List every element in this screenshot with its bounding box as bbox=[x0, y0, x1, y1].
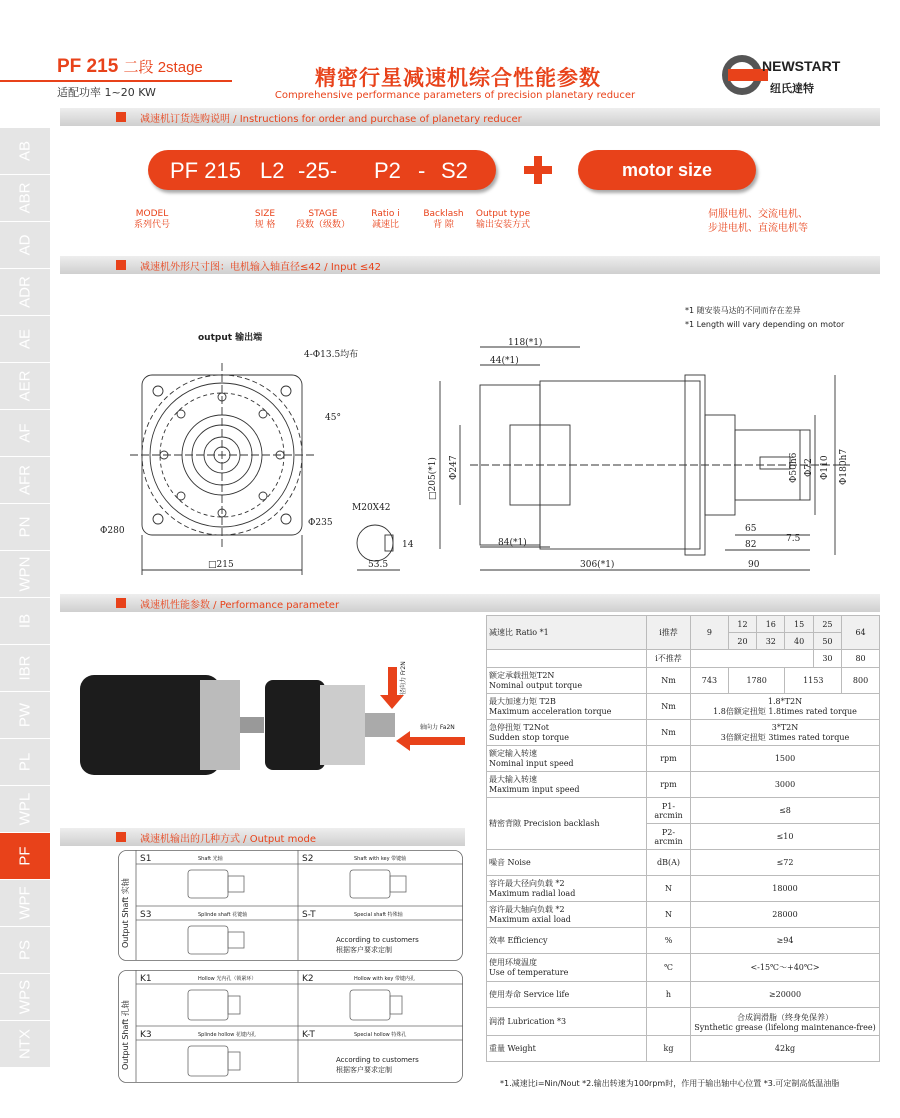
tab-wpn[interactable] bbox=[0, 551, 50, 598]
svg-text:S2: S2 bbox=[302, 854, 314, 864]
svg-text:118(*1): 118(*1) bbox=[508, 338, 543, 348]
svg-text:Φ235: Φ235 bbox=[308, 518, 333, 528]
tab-pf[interactable] bbox=[0, 833, 50, 880]
label-output-type: Output type 输出安装方式 bbox=[475, 209, 531, 230]
tab-label: PN bbox=[16, 516, 34, 538]
tab-label: AE bbox=[16, 328, 34, 350]
tab-label: ADR bbox=[16, 276, 34, 308]
tab-label: PL bbox=[16, 752, 34, 772]
tab-label: AFR bbox=[16, 465, 34, 495]
note-en: *1 Length will vary depending on motor bbox=[685, 320, 845, 329]
page-title: 精密行星减速机综合性能参数 bbox=[315, 66, 601, 90]
svg-text:根据客户要求定制: 根据客户要求定制 bbox=[336, 1066, 392, 1074]
svg-text:Splinde shaft 花键轴: Splinde shaft 花键轴 bbox=[198, 912, 248, 918]
svg-text:Φ180h7: Φ180h7 bbox=[839, 448, 849, 485]
svg-text:82: 82 bbox=[745, 540, 757, 550]
tab-label: IB bbox=[16, 613, 34, 629]
svg-text:Output Shaft 实轴: Output Shaft 实轴 bbox=[121, 878, 130, 948]
tab-ibr[interactable] bbox=[0, 645, 50, 692]
tab-label: IBR bbox=[16, 655, 34, 681]
svg-text:Output Shaft 孔轴: Output Shaft 孔轴 bbox=[121, 1000, 130, 1070]
svg-text:轴向力 Fa2N: 轴向力 Fa2N bbox=[420, 724, 455, 731]
tab-label: PW bbox=[16, 702, 34, 728]
svg-text:Hollow 光内孔（锁紧环）: Hollow 光内孔（锁紧环） bbox=[198, 976, 257, 982]
tab-adr[interactable] bbox=[0, 269, 50, 316]
tab-aer[interactable] bbox=[0, 363, 50, 410]
svg-text:Hollow with key 带键内孔: Hollow with key 带键内孔 bbox=[354, 976, 415, 982]
tab-pn[interactable] bbox=[0, 504, 50, 551]
svg-text:Splinde hollow 花键内孔: Splinde hollow 花键内孔 bbox=[198, 1032, 256, 1038]
svg-text:4-Φ13.5均布: 4-Φ13.5均布 bbox=[304, 350, 359, 360]
tab-label: WPS bbox=[16, 979, 34, 1015]
svg-text:Φ280: Φ280 bbox=[100, 526, 125, 536]
tab-wpf[interactable] bbox=[0, 880, 50, 927]
svg-text:According to customers: According to customers bbox=[336, 1056, 419, 1064]
tab-pl[interactable] bbox=[0, 739, 50, 786]
motor-size-pill: motor size bbox=[578, 150, 756, 190]
tab-ae[interactable] bbox=[0, 316, 50, 363]
tab-label: PS bbox=[16, 939, 34, 961]
svg-text:Φ247: Φ247 bbox=[449, 455, 459, 480]
svg-text:□215: □215 bbox=[208, 560, 234, 570]
label-size: SIZE 规 格 bbox=[254, 209, 276, 230]
performance-table: 减速比 Ratio *1 i推荐 9 12 16 15 25 64 20 32 40 50 i不推荐 30 80 额定承载扭矩T2N Nominal output torque Nm 743 1780 1153 800 最大加速力矩 T2B Maximum acceleration torque Nm 1.8*T2N 1.8倍额定扭矩 1.8times rated torque 急停扭矩 T2Not Sudden stop torque Nm 3*T2N 3倍额定扭矩 3times rated torque 额定输入转速 Nominal input speed rpm 1500 最大输入转速 Maximum input speed rpm 3000 精密背隙 Precision backlash P1-arcmin ≤8 P2-arcmin ≤10 噪音 Noise dB(A) ≤72 容许最大径向负载 *2 Maximum radial load N 18000 容许最大轴向负载 *2 Maximum axial load N 28000 效率 Efficiency % ≥94 使用环境温度 Use of temperature ℃ <-15℃～+40℃> 使用寿命 Service life h ≥20000 润滑 Lubrication *3 合成润滑脂（终身免保养） Synthetic grease (lifelong maintenance-free) 重量 Weight kg 42kg bbox=[486, 615, 880, 1062]
reducer-photo bbox=[60, 625, 480, 825]
section-performance: 减速机性能参数 / Performance parameter bbox=[60, 594, 880, 612]
tab-ps[interactable] bbox=[0, 927, 50, 974]
tab-label: ABR bbox=[16, 182, 34, 214]
svg-text:K1: K1 bbox=[140, 974, 152, 984]
svg-text:径向力 Fr2N: 径向力 Fr2N bbox=[400, 661, 407, 695]
tab-label: AD bbox=[16, 234, 34, 256]
tab-label: AF bbox=[16, 423, 34, 443]
model-title: PF 215 二段 2stage bbox=[57, 56, 203, 77]
svg-text:S3: S3 bbox=[140, 910, 152, 920]
svg-text:M20X42: M20X42 bbox=[352, 503, 391, 513]
svg-text:K-T: K-T bbox=[302, 1030, 315, 1040]
svg-text:K2: K2 bbox=[302, 974, 314, 984]
tab-label: WPL bbox=[16, 792, 34, 826]
svg-text:Shaft with key 带键轴: Shaft with key 带键轴 bbox=[354, 856, 407, 862]
tab-ntx[interactable] bbox=[0, 1021, 50, 1068]
svg-text:Φ50h6: Φ50h6 bbox=[789, 452, 799, 483]
svg-text:Φ72: Φ72 bbox=[804, 458, 814, 477]
label-stage: STAGE 段数（级数） bbox=[295, 209, 350, 230]
svg-text:53.5: 53.5 bbox=[368, 560, 389, 570]
svg-text:□205(*1): □205(*1) bbox=[428, 457, 438, 500]
svg-text:45°: 45° bbox=[325, 413, 341, 423]
tab-wpl[interactable] bbox=[0, 786, 50, 833]
label-model: MODEL 系列代号 bbox=[133, 209, 170, 230]
power-range: 适配功率 1~20 KW bbox=[57, 86, 156, 99]
note-cn: *1 随安装马达的不同而存在差异 bbox=[685, 306, 801, 315]
label-backlash: Backlash 背 隙 bbox=[423, 209, 464, 230]
motor-types: 伺服电机、交流电机、 步进电机、直流电机等 bbox=[708, 209, 808, 234]
tab-ab[interactable] bbox=[0, 128, 50, 175]
plus-icon-v bbox=[534, 156, 542, 184]
svg-text:44(*1): 44(*1) bbox=[490, 356, 519, 366]
tab-label: PF bbox=[16, 846, 34, 866]
section-dimensions: 减速机外形尺寸图：电机输入轴直径≤42 / Input ≤42 bbox=[60, 256, 880, 274]
section-output-mode: 减速机输出的几种方式 / Output mode bbox=[60, 828, 465, 846]
tab-label: WPN bbox=[16, 556, 34, 592]
svg-text:Shaft 光轴: Shaft 光轴 bbox=[198, 856, 223, 862]
svg-text:根据客户要求定制: 根据客户要求定制 bbox=[336, 946, 392, 954]
section-order: 减速机订货选购说明 / Instructions for order and purchase of planetary reducer bbox=[60, 108, 880, 126]
tab-abr[interactable] bbox=[0, 175, 50, 222]
tab-wps[interactable] bbox=[0, 974, 50, 1021]
svg-text:306(*1): 306(*1) bbox=[580, 560, 615, 570]
svg-text:K3: K3 bbox=[140, 1030, 152, 1040]
svg-text:14: 14 bbox=[402, 540, 414, 550]
tab-label: NTX bbox=[16, 1029, 34, 1059]
tab-label: WPF bbox=[16, 886, 34, 920]
page-subtitle: Comprehensive performance parameters of precision planetary reducer bbox=[274, 90, 636, 101]
tab-ib[interactable] bbox=[0, 598, 50, 645]
output-label: output 输出端 bbox=[198, 333, 263, 343]
svg-text:7.5: 7.5 bbox=[786, 534, 801, 544]
svg-text:S1: S1 bbox=[140, 854, 152, 864]
tab-ad[interactable] bbox=[0, 222, 50, 269]
tab-label: AB bbox=[16, 140, 34, 162]
series-tabs bbox=[0, 128, 50, 1076]
svg-text:65: 65 bbox=[745, 524, 757, 534]
svg-text:According to customers: According to customers bbox=[336, 936, 419, 944]
tab-label: AER bbox=[16, 370, 34, 402]
svg-text:84(*1): 84(*1) bbox=[498, 538, 527, 548]
svg-text:Special shaft 特殊轴: Special shaft 特殊轴 bbox=[354, 912, 403, 918]
svg-text:90: 90 bbox=[748, 560, 760, 570]
header-rule bbox=[0, 80, 232, 82]
output-mode-grid bbox=[118, 848, 463, 1084]
svg-text:S-T: S-T bbox=[302, 910, 316, 920]
tab-af[interactable] bbox=[0, 410, 50, 457]
order-code-pill: PF 215 L2 -25- P2 - S2 bbox=[148, 150, 496, 190]
logo-text: NEWSTART bbox=[762, 58, 841, 74]
tab-pw[interactable] bbox=[0, 692, 50, 739]
dimension-drawing bbox=[70, 285, 880, 585]
label-ratio: Ratio i 减速比 bbox=[371, 209, 400, 230]
tab-afr[interactable] bbox=[0, 457, 50, 504]
footnote: *1.减速比i=Nin/Nout *2.输出转速为100rpm时，作用于输出轴中心位置 *3.可定制高低温油脂 bbox=[500, 1079, 840, 1088]
svg-text:Special hollow 特殊孔: Special hollow 特殊孔 bbox=[354, 1032, 407, 1038]
logo-cn: 纽氏達特 bbox=[770, 82, 814, 95]
svg-text:Φ110: Φ110 bbox=[820, 455, 830, 480]
